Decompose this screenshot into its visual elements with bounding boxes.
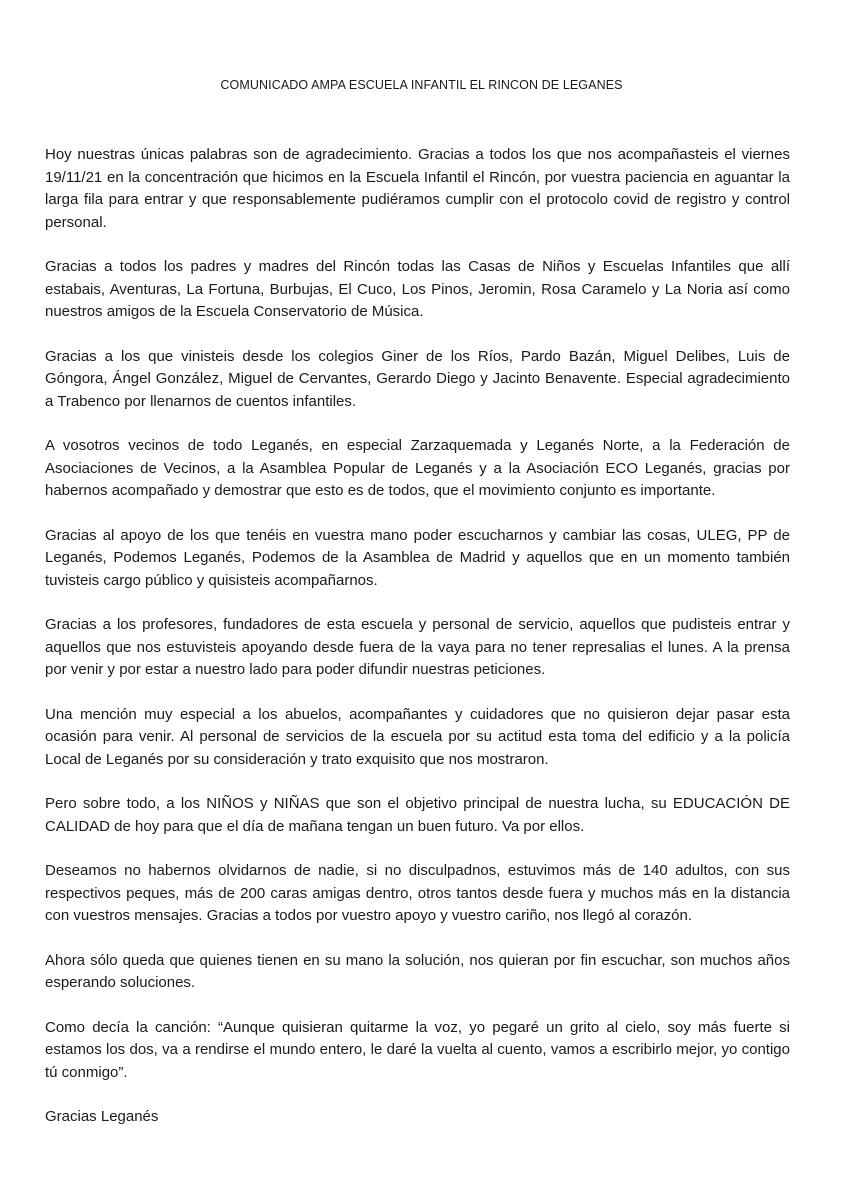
paragraph-thanks-grandparents: Una mención muy especial a los abuelos, acompañantes y cuidadores que no quisieron dejar pasar esta ocasión para venir. Al personal de servicios de la escuela por su actitud esta toma del edificio y a la policía Local de Leganés por su consideración y trato exquisito que nos mostraron. [45,705,790,768]
paragraph-thanks-politicians: Gracias al apoyo de los que tenéis en vuestra mano poder escucharnos y cambiar las cosas, ULEG, PP de Leganés, Podemos Leganés, Podemos de la Asamblea de Madrid y aquellos que en un momento también tuvisteis cargo público y quisisteis acompañarnos. [45,526,790,589]
document-body [45,144,790,1151]
paragraph-thanks-children: Pero sobre todo, a los NIÑOS y NIÑAS que son el objetivo principal de nuestra lucha, su EDUCACIÓN DE CALIDAD de hoy para que el día de mañana tengan un buen futuro. Va por ellos. [45,795,790,835]
document-title: COMUNICADO AMPA ESCUELA INFANTIL EL RINCON DE LEGANES [220,78,623,92]
paragraph-request: Ahora sólo queda que quienes tienen en su mano la solución, nos quieran por fin escuchar, son muchos años esperando soluciones. [45,951,790,991]
paragraph-thanks-intro: Hoy nuestras únicas palabras son de agradecimiento. Gracias a todos los que nos acompañasteis el viernes 19/11/21 en la concentración que hicimos en la Escuela Infantil el Rincón, por vuestra paciencia en aguantar la larga fila para entrar y que responsablemente pudiéramos cumplir con el protocolo covid de registro y control personal. [45,146,790,231]
paragraph-attendance: Deseamos no habernos olvidarnos de nadie, si no disculpadnos, estuvimos más de 140 adultos, con sus respectivos peques, más de 200 caras amigas dentro, otros tantos desde fuera y muchos más en la distancia con vuestros mensajes. Gracias a todos por vuestro apoyo y vuestro cariño, nos llegó al corazón. [45,862,790,924]
paragraph-song-quote: Como decía la canción: “Aunque quisieran quitarme la voz, yo pegaré un grito al cielo, soy más fuerte si estamos los dos, va a rendirse el mundo entero, le daré la vuelta al cuento, vamos a escribirlo mejor, yo contigo tú conmigo”. [45,1018,790,1081]
paragraph-thanks-schools: Gracias a los que vinisteis desde los colegios Giner de los Ríos, Pardo Bazán, Miguel Delibes, Luis de Góngora, Ángel González, Miguel de Cervantes, Gerardo Diego y Jacinto Benavente. Especial agradecimiento a Trabenco por llenarnos de cuentos infantiles. [45,347,790,410]
paragraph-thanks-neighbors: A vosotros vecinos de todo Leganés, en especial Zarzaquemada y Leganés Norte, a la Federación de Asociaciones de Vecinos, a la Asamblea Popular de Leganés y a la Asociación ECO Leganés, gracias por habernos acompañado y demostrar que esto es de todos, que el movimiento conjunto es importante. [45,437,790,499]
paragraph-signoff: Gracias Leganés [45,1108,159,1125]
paragraph-thanks-parents: Gracias a todos los padres y madres del Rincón todas las Casas de Niños y Escuelas Infantiles que allí estabais, Aventuras, La Fortuna, Burbujas, El Cuco, Los Pinos, Jeromin, Rosa Caramelo y La Noria así como nuestros amigos de la Escuela Conservatorio de Música. [45,258,790,320]
paragraph-thanks-teachers: Gracias a los profesores, fundadores de esta escuela y personal de servicio, aquellos que pudisteis entrar y aquellos que nos estuvisteis apoyando desde fuera de la vaya para no tener represalias el lunes. A la prensa por venir y por estar a nuestro lado para poder difundir nuestras peticiones. [45,616,790,678]
